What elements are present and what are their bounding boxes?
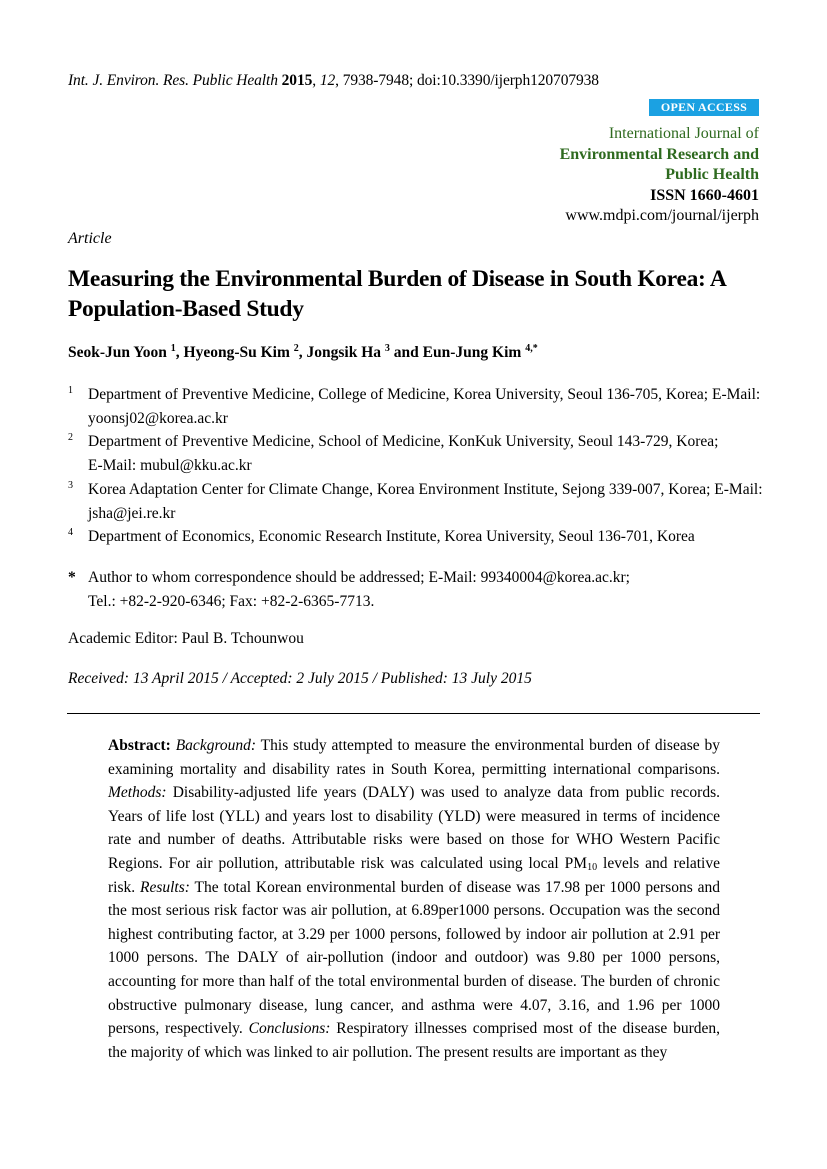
citation-volume: 12	[319, 72, 336, 89]
affiliation-text: Korea Adaptation Center for Climate Change, Korea Environment Institute, Sejong 339-007, Korea; E-Mail: jsha@jei.re.kr	[88, 480, 763, 522]
affiliation-item	[68, 383, 763, 430]
citation-line: Int. J. Environ. Res. Public Health 2015, 12, 7938-7948; doi:10.3390/ijerph120707938	[68, 72, 599, 89]
author-separator: and	[389, 344, 423, 361]
author-affil-marker: 3	[384, 343, 390, 354]
abstract-methods-text-cont: levels and relative risk.	[108, 854, 720, 896]
abstract-background-text: This study attempted to measure the environmental burden of disease by examining mortality and disability rates in South Korea, permitting international comparisons.	[108, 737, 720, 778]
abstract-methods-label: Methods:	[108, 784, 167, 802]
correspondence-mark: *	[68, 569, 76, 586]
abstract-conclusions-text: Respiratory illnesses comprised most of the disease burden, the majority of which was linked to air pollution. The present results are important as they	[108, 1020, 720, 1061]
abstract	[108, 734, 720, 1064]
journal-issn: ISSN 1660-4601	[650, 186, 759, 204]
abstract-background-label: Background:	[175, 737, 257, 754]
affiliation-number: 2	[68, 432, 73, 444]
affiliation-number: 3	[68, 479, 73, 491]
abstract-results-text: The total Korean environmental burden of disease was 17.98 per 1000 persons and the most serious risk factor was air pollution, at 6.89per1000 persons. Occupation was the second highest contributing factor, at 3.29 per 1000 persons, followed by indoor air pollution at 2.91 per 1000 persons. The DALY of air-pollution (indoor and outdoor) was 9.80 per 1000 persons, accounting for more than half of the total environmental burden of disease. The burden of chronic obstructive pulmonary disease, lung cancer, and asthma were 4.07, 3.16, and 1.96 per 1000 persons, respectively.	[108, 878, 720, 1038]
abstract-pm-subscript: 10	[587, 861, 598, 873]
article-type: Article	[68, 230, 112, 247]
affiliation-list	[68, 383, 763, 549]
journal-abbrev: Int. J. Environ. Res. Public Health	[68, 72, 278, 89]
affiliation-number: 4	[68, 527, 73, 539]
citation-year: 2015	[281, 72, 313, 89]
author-name: Jongsik Ha	[306, 344, 382, 361]
affiliation-item	[68, 478, 763, 525]
article-title: Measuring the Environmental Burden of Disease in South Korea: A Population-Based Study	[68, 266, 726, 322]
open-access-badge: OPEN ACCESS	[649, 99, 759, 116]
correspondence-line-2: Tel.: +82-2-920-6346; Fax: +82-2-6365-7713.	[88, 592, 375, 610]
abstract-methods-text: Disability-adjusted life years (DALY) was used to analyze data from public records. Years of life lost (YLL) and years lost to disability (YLD) were measured in terms of incidence rate and number of deaths. Attributable risks were based on those for WHO Western Pacific Regions. For air pollution, attributable risk was calculated using local PM	[108, 784, 720, 872]
academic-editor: Academic Editor: Paul B. Tchounwou	[68, 630, 304, 647]
affiliation-text: Department of Preventive Medicine, College of Medicine, Korea University, Seoul 136-705, Korea; E-Mail: yoonsj02@korea.ac.kr	[88, 386, 761, 427]
author-name: Seok-Jun Yoon	[68, 344, 167, 361]
publication-dates: Received: 13 April 2015 / Accepted: 2 July 2015 / Published: 13 July 2015	[68, 670, 532, 687]
author-list	[68, 344, 538, 362]
abstract-label: Abstract:	[108, 737, 171, 754]
affiliation-text: Department of Economics, Economic Research Institute, Korea University, Seoul 136-701, Korea	[88, 528, 695, 546]
author-separator: ,	[175, 344, 184, 361]
citation-pages: 7938-7948	[342, 72, 409, 89]
affiliation-number: 1	[68, 385, 73, 396]
journal-masthead	[560, 124, 759, 227]
author-affil-marker: 4,*	[525, 343, 538, 354]
journal-url[interactable]: www.mdpi.com/journal/ijerph	[565, 207, 759, 224]
affiliation-text: Department of Preventive Medicine, School of Medicine, KonKuk University, Seoul 143-729, Korea; E-Mail: mubul@kku.ac.kr	[88, 433, 719, 475]
author-affil-marker: 2	[293, 343, 299, 354]
journal-title-line-1: International Journal of	[608, 125, 759, 142]
author-name: Eun-Jung Kim	[422, 344, 522, 361]
abstract-conclusions-label: Conclusions:	[248, 1020, 331, 1038]
author-affil-marker: 1	[170, 343, 176, 354]
author-name: Hyeong-Su Kim	[183, 344, 290, 361]
correspondence-line-1: Author to whom correspondence should be addressed; E-Mail: 99340004@korea.ac.kr;	[88, 569, 630, 586]
section-divider	[67, 713, 760, 714]
correspondence-note	[68, 566, 763, 613]
citation-doi[interactable]: doi:10.3390/ijerph120707938	[416, 72, 599, 89]
journal-title-line-3: Public Health	[665, 166, 759, 183]
journal-title-line-2: Environmental Research and	[559, 145, 759, 163]
affiliation-item	[68, 430, 763, 477]
affiliation-item	[68, 525, 763, 549]
author-separator: ,	[298, 344, 307, 361]
abstract-results-label: Results:	[140, 878, 190, 896]
